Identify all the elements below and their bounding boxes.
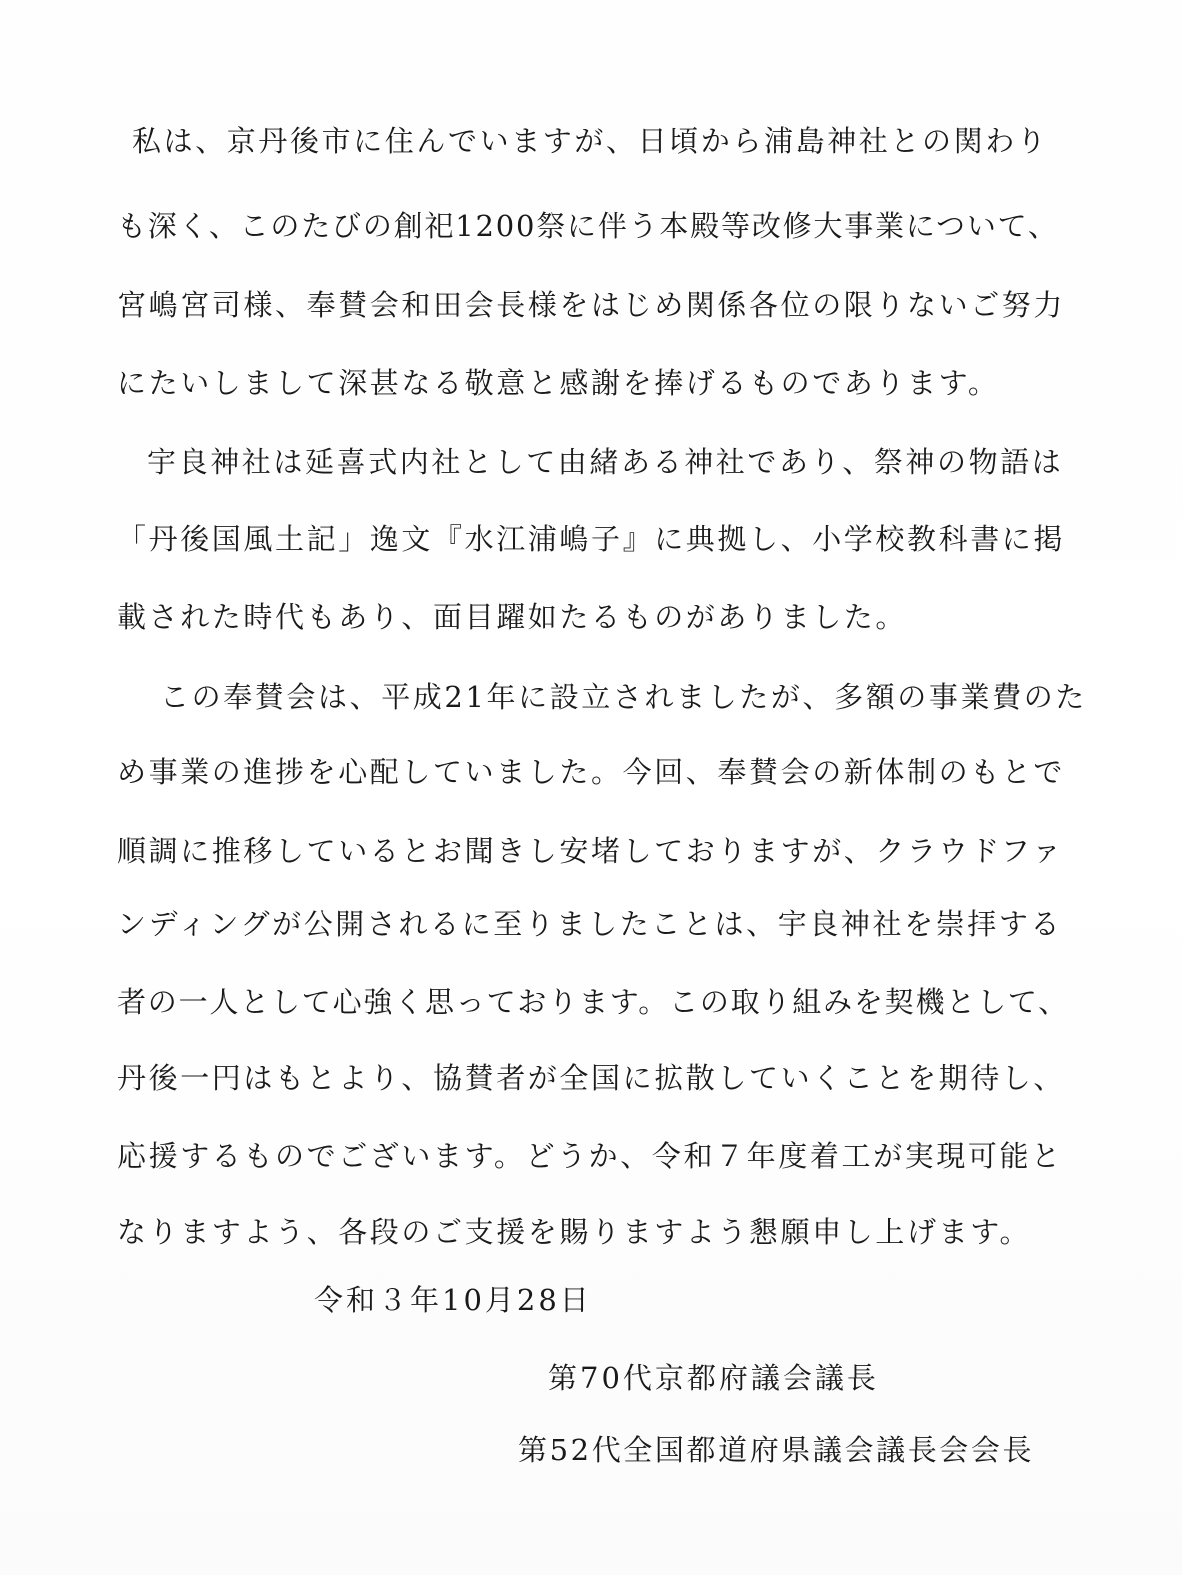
paragraph-2-line-1: 宇良神社は延喜式内社として由緒ある神社であり、祭神の物語は [147, 445, 1064, 479]
paragraph-2-line-2: 「丹後国風土記」逸文『水江浦嶋子』に典拠し、小学校教科書に掲 [117, 522, 1066, 556]
signature-title-1: 第70代京都府議会議長 [548, 1361, 879, 1395]
paragraph-3-line-6: 丹後一円はもとより、協賛者が全国に拡散していくことを期待し、 [117, 1061, 1066, 1095]
paragraph-3-line-4: ンディングが公開されるに至りましたことは、宇良神社を崇拝する [117, 907, 1063, 941]
paragraph-1-line-3: 宮嶋宮司様、奉賛会和田会長様をはじめ関係各位の限りないご努力 [117, 288, 1066, 322]
paragraph-1-line-4: にたいしまして深甚なる敬意と感謝を捧げるものであります。 [117, 366, 1000, 400]
paragraph-3-line-2: め事業の進捗を心配していました。今回、奉賛会の新体制のもとで [117, 755, 1066, 789]
paragraph-3-line-5: 者の一人として心強く思っております。この取り組みを契機として、 [117, 985, 1069, 1019]
signature-title-2: 第52代全国都道府県議会議長会会長 [518, 1433, 1035, 1467]
paragraph-3-line-7: 応援するものでございます。どうか、令和７年度着工が実現可能と [117, 1139, 1063, 1173]
paragraph-3-line-3: 順調に推移しているとお聞きし安堵しておりますが、クラウドファ [117, 834, 1064, 868]
paragraph-2-line-3: 載された時代もあり、面目躍如たるものがありました。 [117, 600, 908, 634]
paragraph-3-line-8: なりますよう、各段のご支援を賜りますよう懇願申し上げます。 [117, 1215, 1032, 1249]
paragraph-1-line-1: 私は、京丹後市に住んでいますが、日頃から浦島神社との関わり [132, 124, 1049, 158]
paragraph-1-line-2: も深く、このたびの創祀1200祭に伴う本殿等改修大事業について、 [117, 209, 1059, 243]
letter-date: 令和３年10月28日 [314, 1283, 592, 1317]
paragraph-3-line-1: この奉賛会は、平成21年に設立されましたが、多額の事業費のた [160, 680, 1087, 714]
